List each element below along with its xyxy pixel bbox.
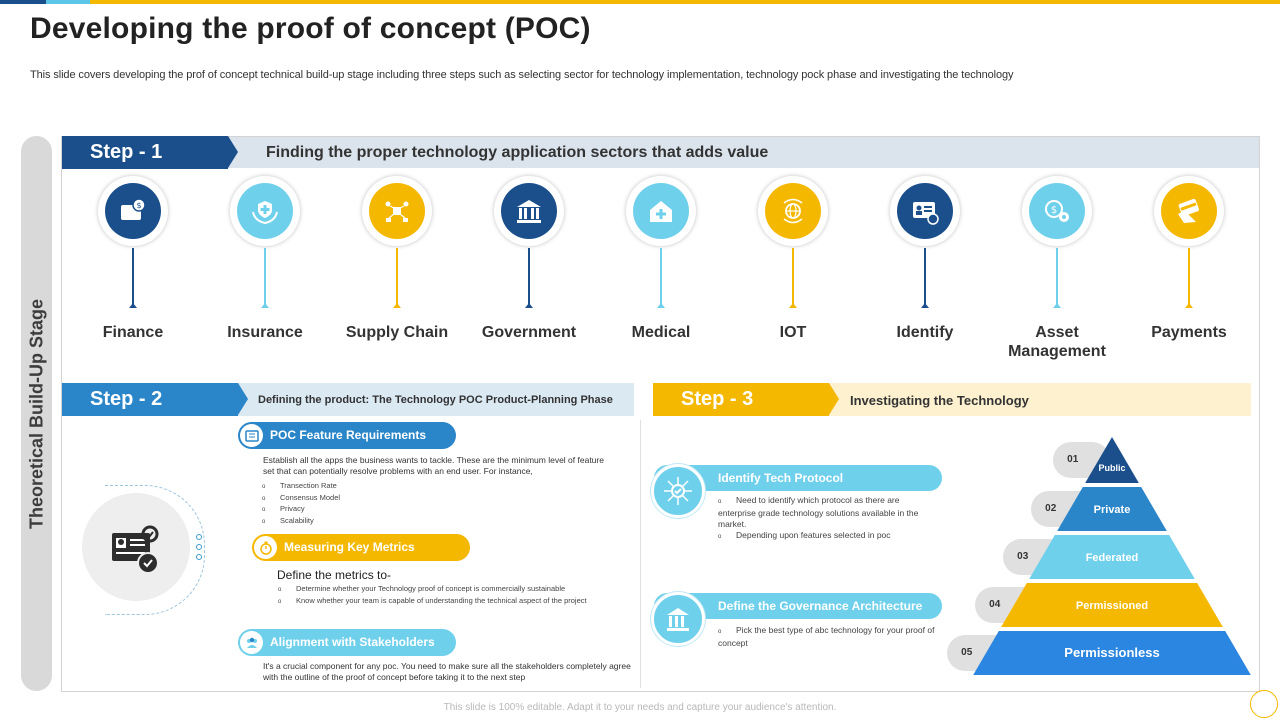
pyramid-level-number: 05 <box>947 635 1116 671</box>
step2-heading: Defining the product: The Technology POC Product-Planning Phase <box>258 394 613 406</box>
list-item: o Depending upon features selected in poc <box>718 530 938 543</box>
sector-label: Asset Management <box>1008 324 1106 360</box>
list-item: o Need to identify which protocol as there are enterprise grade technology solutions available in the market. <box>718 495 938 530</box>
page-subtitle: This slide covers developing the prof of concept technical build-up stage including three steps such as selecting sector for technology implementation, technology pock phase and investigating the technology <box>30 69 1014 81</box>
sector-label: Government <box>481 324 577 341</box>
pyramid-level-label: Public <box>1098 463 1126 473</box>
pyramid-level-label: Permissionless <box>1064 645 1160 660</box>
metrics-intro: Define the metrics to- <box>277 568 392 582</box>
list-item: o Privacy <box>262 504 340 516</box>
page-title: Developing the proof of concept (POC) <box>30 12 591 45</box>
list-item: o Pick the best type of abc technology for your proof of concept <box>718 625 938 649</box>
pyramid-level-number: 01 <box>1053 442 1110 478</box>
step2-tag: Step - 2 <box>62 383 238 416</box>
step1-tag: Step - 1 <box>62 136 228 169</box>
step3-heading: Investigating the Technology <box>850 393 1029 408</box>
governance-architecture-pill: Define the Governance Architecture <box>654 593 942 619</box>
pyramid-level-number: 03 <box>1003 539 1116 575</box>
identify-tech-protocol-pill: Identify Tech Protocol <box>654 465 942 491</box>
svg-text:$: $ <box>136 201 142 210</box>
step1-heading: Finding the proper technology application sectors that adds value <box>266 144 769 161</box>
pyramid-level-label: Private <box>1093 504 1131 516</box>
pyramid-level-number: 02 <box>1031 491 1116 527</box>
sector-label: Supply Chain <box>345 324 449 341</box>
stage-side-label: Theoretical Build-Up Stage <box>21 136 52 691</box>
alignment-description: It's a crucial component for any poc. You need to make sure all the stakeholders completely agree with the outline of the proof of concept before taking it to the next step <box>263 661 631 682</box>
list-item: o Scalability <box>262 516 340 528</box>
poc-feature-description: Establish all the apps the business wants to tackle. These are the minimum level of feature set that can potentially resolve problems with an end user. For instance, <box>263 455 604 476</box>
sector-label: Finance <box>102 324 164 341</box>
list-item: o Consensus Model <box>262 493 340 505</box>
alignment-stakeholders-pill: Alignment with Stakeholders <box>238 629 456 656</box>
sector-label: IOT <box>779 324 807 341</box>
pyramid-level-number: 04 <box>975 587 1116 623</box>
list-item: o Determine whether your Technology proof of concept is commercially sustainable <box>278 584 587 596</box>
list-item: o Transection Rate <box>262 481 340 493</box>
sector-label: Insurance <box>227 324 303 341</box>
footer-note: This slide is 100% editable. Adapt it to your needs and capture your audience's attention. <box>443 702 837 713</box>
corner-decoration <box>1250 690 1278 718</box>
pyramid-level-label: Permissioned <box>1075 600 1149 612</box>
svg-text:$: $ <box>1050 205 1058 216</box>
step3-tag: Step - 3 <box>653 383 829 416</box>
measuring-key-metrics-pill: Measuring Key Metrics <box>252 534 470 561</box>
pyramid-level-label: Federated <box>1085 552 1139 564</box>
sector-label: Medical <box>631 324 691 341</box>
sector-label: Payments <box>1151 324 1227 341</box>
list-item: o Know whether your team is capable of understanding the technical aspect of the project <box>278 596 587 608</box>
poc-feature-requirements-pill: POC Feature Requirements <box>238 422 456 449</box>
sector-label: Identify <box>896 324 954 341</box>
